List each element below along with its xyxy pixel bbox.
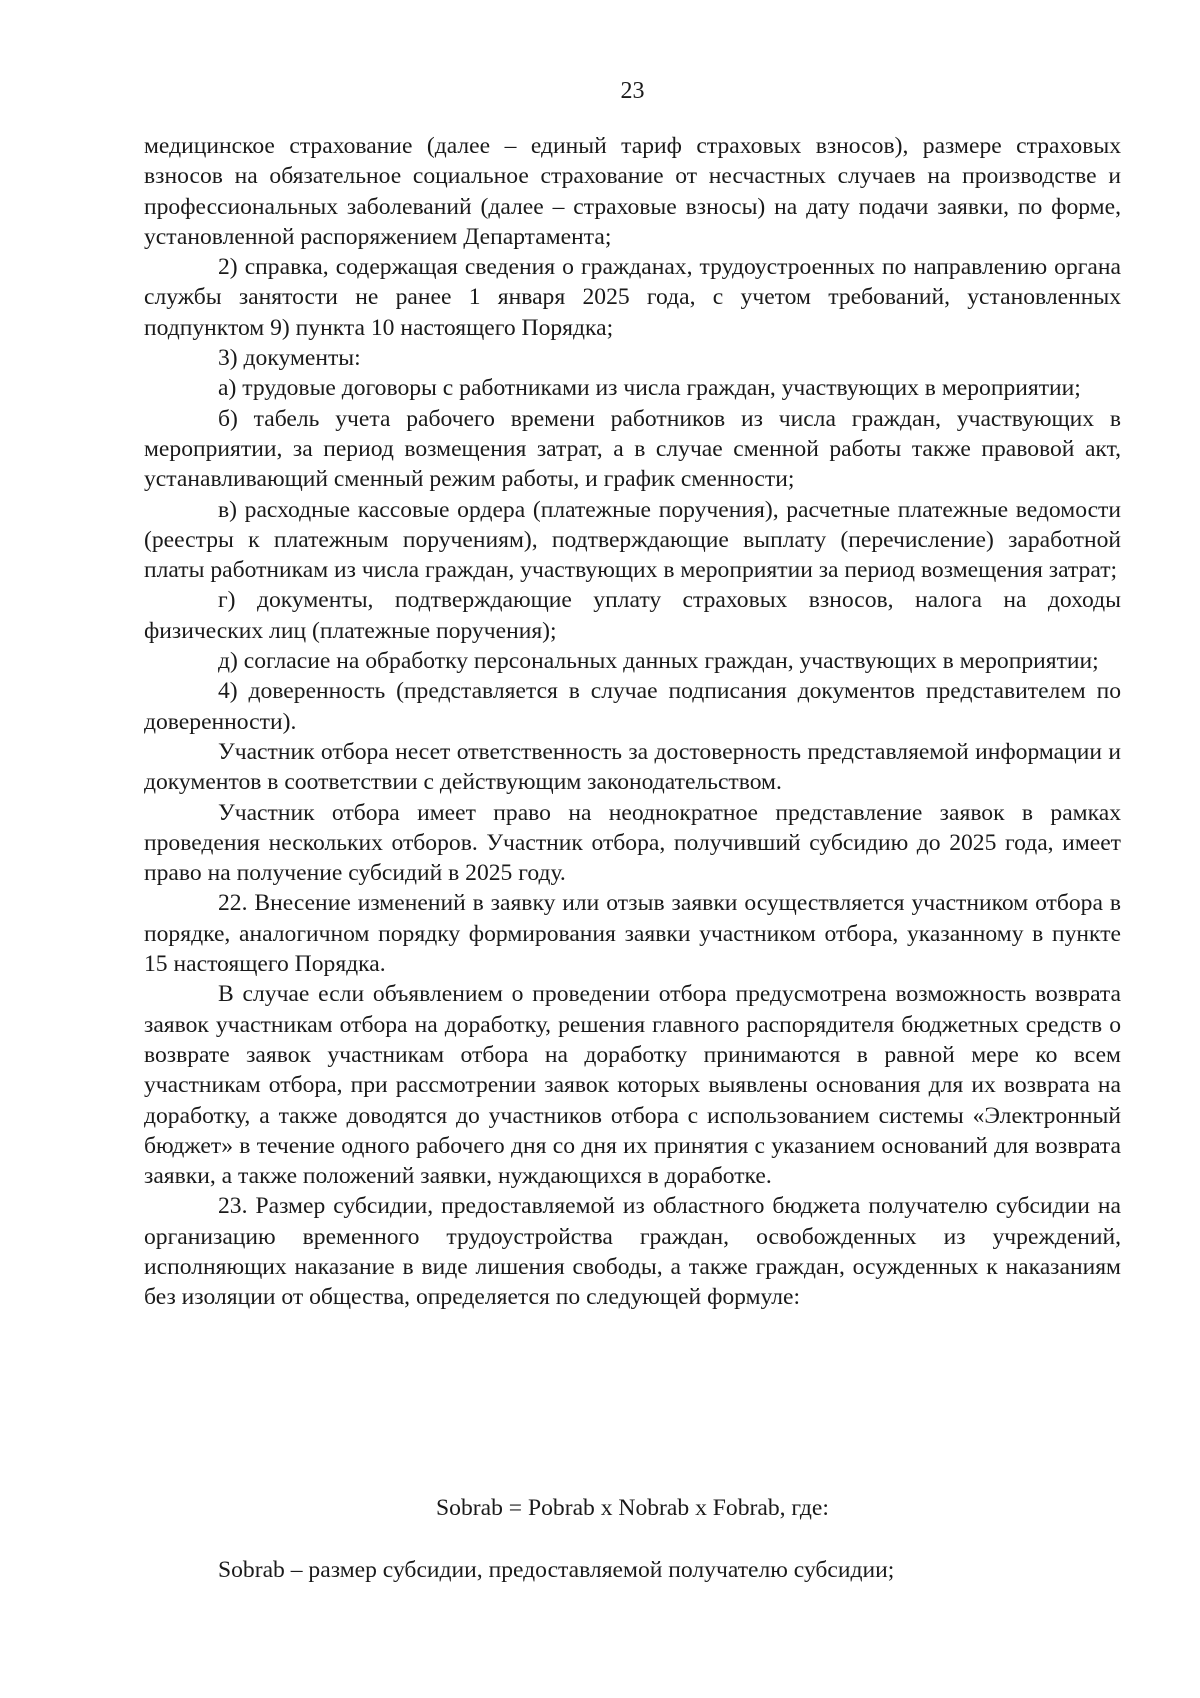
subsidy-formula: Sobrab = Pobrab x Nobrab x Fobrab, где: (436, 1495, 829, 1521)
formula-definition-sobrab: Sobrab – размер субсидии, предоставляемой получателю субсидии; (218, 1557, 895, 1583)
paragraph-subitem-d: д) согласие на обработку персональных данных граждан, участвующих в мероприятии; (218, 648, 1099, 675)
paragraph-clause-22: 22. Внесение изменений в заявку или отзыв заявки осуществляется участником отбора в порядке, аналогичном порядку формирования заявки участником отбора, указанному в пункте 15 настоящего Порядка. (144, 890, 1121, 978)
paragraph-item-3-documents: 3) документы: (218, 345, 361, 372)
paragraph-responsibility: Участник отбора несет ответственность за достоверность представляемой информации и документов в соответствии с действующим законодательством. (144, 738, 1121, 796)
paragraph-subitem-a: а) трудовые договоры с работниками из числа граждан, участвующих в мероприятии; (218, 375, 1081, 402)
paragraph-clause-23: 23. Размер субсидии, предоставляемой из областного бюджета получателю субсидии на организацию временного трудоустройства граждан, освобожденных из учреждений, исполняющих наказание в виде лишения свободы, а также граждан, осужденных к наказаниям без изоляции от общества, определяется по следующей формуле: (144, 1193, 1121, 1311)
paragraph-intro-continuation: медицинское страхование (далее – единый тариф страховых взносов), размере страховых взносов на обязательное социальное страхование от несчастных случаев на производстве и профессиональных заболеваний (далее – страховые взносы) на дату подачи заявки, по форме, установленной распоряжением Департамента; (144, 133, 1121, 250)
paragraph-repeat-applications: Участник отбора имеет право на неоднократное представление заявок в рамках проведения нескольких отборов. Участник отбора, получивший субсидию до 2025 года, имеет право на получение субсидий в 2025 году. (144, 799, 1121, 887)
paragraph-subitem-v: в) расходные кассовые ордера (платежные поручения), расчетные платежные ведомости (реестры к платежным поручениям), подтверждающие выплату (перечисление) заработной платы работникам из числа граждан, участвующих в мероприятии за период возмещения затрат; (144, 496, 1121, 584)
paragraph-subitem-b: б) табель учета рабочего времени работников из числа граждан, участвующих в мероприятии, за период возмещения затрат, а в случае сменной работы также правовой акт, устанавливающий сменный режим работы, и график сменности; (144, 405, 1121, 493)
paragraph-subitem-g: г) документы, подтверждающие уплату страховых взносов, налога на доходы физических лиц (платежные поручения); (144, 587, 1121, 644)
paragraph-item-2-reference: 2) справка, содержащая сведения о гражданах, трудоустроенных по направлению органа службы занятости не ранее 1 января 2025 года, с учетом требований, установленных подпунктом 9) пункта 10 настоящего Порядка; (144, 254, 1121, 341)
paragraph-return-for-revision: В случае если объявлением о проведении отбора предусмотрена возможность возврата заявок участникам отбора на доработку, решения главного распорядителя бюджетных средств о возврате заявок участникам отбора на доработку принимаются в равной мере ко всем участникам отбора, при рассмотрении заявок которых выявлены основания для их возврата на доработку, а также доводятся до участников отбора с использованием системы «Электронный бюджет» в течение одного рабочего дня со дня их принятия с указанием оснований для возврата заявки, а также положений заявки, нуждающихся в доработке. (144, 981, 1121, 1190)
document-body (144, 131, 1121, 1313)
paragraph-item-4-power-of-attorney: 4) доверенность (представляется в случае подписания документов представителем по доверенности). (144, 678, 1121, 735)
page-number: 23 (620, 78, 645, 104)
